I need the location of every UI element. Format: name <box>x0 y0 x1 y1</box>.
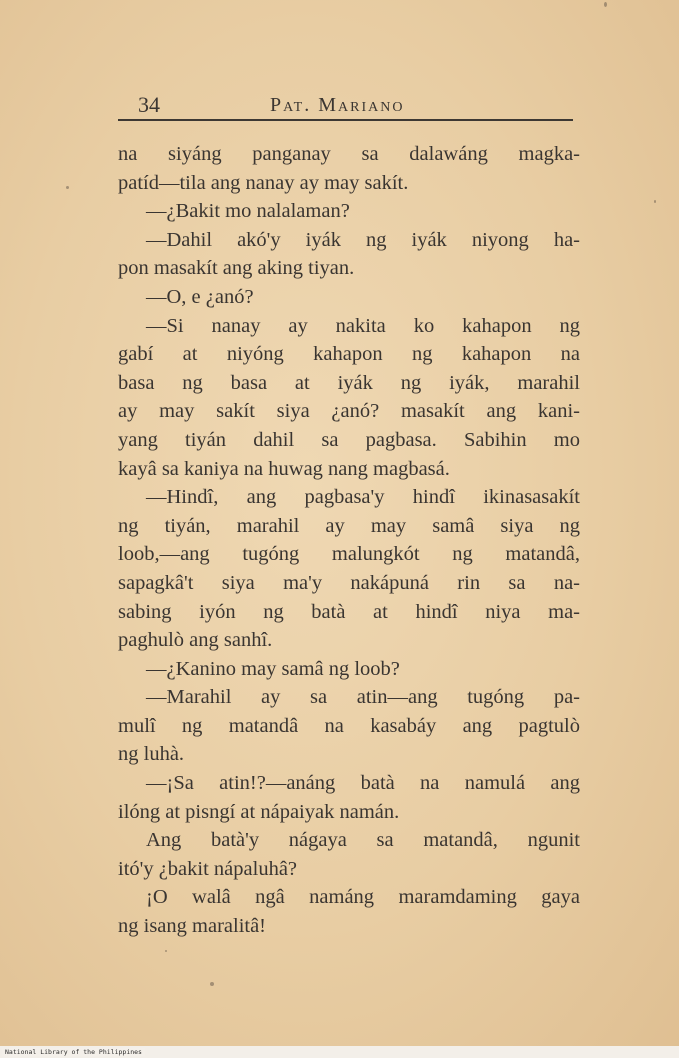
text-line: sabing iyón ng batà at hindî niya ma- <box>118 600 580 623</box>
text-line: —¿Kanino may samâ ng loob? <box>146 657 400 680</box>
scan-speck <box>604 2 607 7</box>
text-line: na siyáng panganay sa dalawáng magka- <box>118 143 580 165</box>
text-line: pon masakít ang aking tiyan. <box>118 257 355 280</box>
text-line: —Hindî, ang pagbasa'y hindî ikinasasakít <box>146 486 580 509</box>
text-line: gabí at niyóng kahapon ng kahapon na <box>118 343 580 366</box>
text-line: patíd—tila ang nanay ay may sakít. <box>118 171 409 194</box>
text-line: —¿Bakit mo nalalaman? <box>146 200 350 223</box>
text-line: ilóng at pisngí at nápaiyak namán. <box>118 800 400 823</box>
text-line: itó'y ¿bakit nápaluhâ? <box>118 857 298 880</box>
text-line: yang tiyán dahil sa pagbasa. Sabihin mo <box>118 428 580 451</box>
text-line: ng tiyán, marahil ay may samâ siya ng <box>118 514 580 537</box>
scan-speck <box>66 186 69 189</box>
text-line: —Si nanay ay nakita ko kahapon ng <box>146 314 580 337</box>
scan-speck <box>654 200 656 203</box>
text-line: —Dahil akó'y iyák ng iyák niyong ha- <box>146 228 580 251</box>
text-line: sapagkâ't siya ma'y nakápuná rin sa na- <box>118 571 580 594</box>
text-line: paghulò ang sanhî. <box>118 629 273 652</box>
text-line: —O, e ¿anó? <box>146 285 254 308</box>
text-line: —Marahil ay sa atin—ang tugóng pa- <box>146 686 580 709</box>
text-line: ay may sakít siya ¿anó? masakít ang kani- <box>118 400 580 423</box>
text-line: mulî ng matandâ na kasabáy ang pagtulò <box>118 714 580 737</box>
text-line: ¡O walâ ngâ namáng maramdaming gaya <box>146 886 580 909</box>
text-line: ng luhà. <box>118 743 185 766</box>
text-line: basa ng basa at iyák ng iyák, marahil <box>118 371 580 394</box>
page-header <box>118 88 573 120</box>
library-credit: National Library of the Philippines <box>2 1048 145 1056</box>
text-line: Ang batà'y nágaya sa matandâ, ngunit <box>146 829 580 852</box>
text-line: —¡Sa atin!?—anáng batà na namulá ang <box>146 772 580 795</box>
body-text <box>118 140 580 941</box>
scan-speck <box>165 950 167 952</box>
text-line: kayâ sa kaniya na huwag nang magbasá. <box>118 457 450 480</box>
text-line: ng isang maralitâ! <box>118 915 267 938</box>
text-line: loob,—ang tugóng malungkót ng matandâ, <box>118 543 580 566</box>
scan-speck <box>210 982 214 986</box>
running-head: Pat. Mariano <box>270 94 405 116</box>
page-number: 34 <box>138 92 160 117</box>
header-rule <box>118 119 573 121</box>
